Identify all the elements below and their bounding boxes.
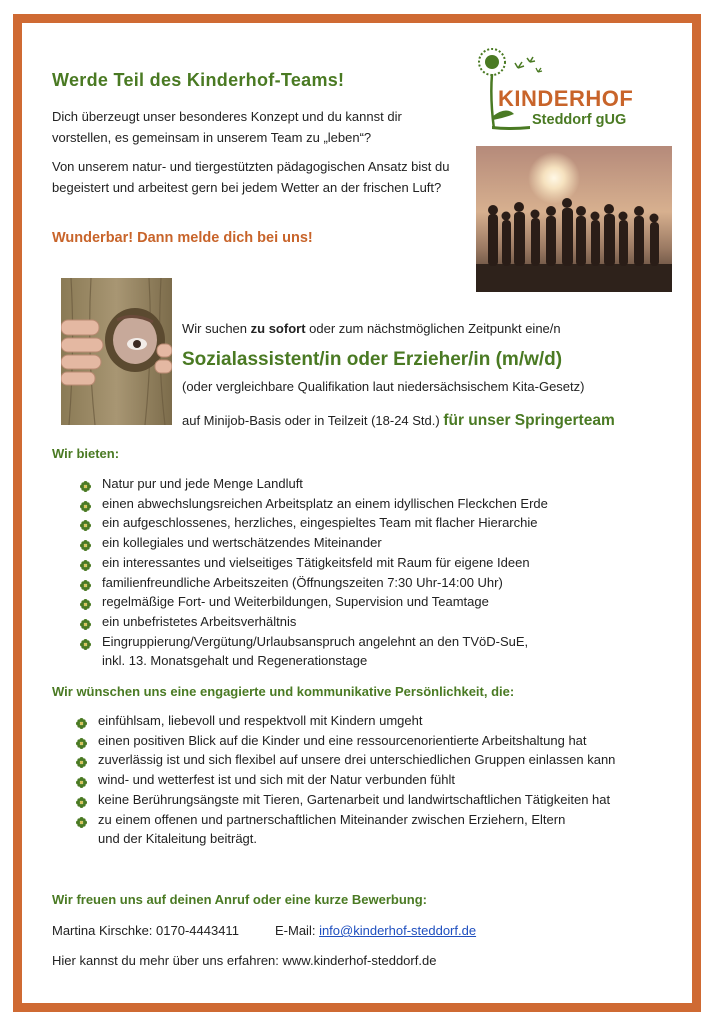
flower-bullet-icon: [80, 537, 91, 548]
list-item: einen abwechslungsreichen Arbeitsplatz an einem idyllischen Fleckchen Erde: [80, 494, 670, 514]
list-item: ein unbefristetes Arbeitsverhältnis: [80, 612, 670, 632]
job-title: Sozialassistent/in oder Erzieher/in (m/w/d): [182, 349, 563, 370]
email-link[interactable]: info@kinderhof-steddorf.de: [319, 923, 477, 938]
springer-team-text: für unser Springerteam: [443, 412, 615, 429]
children-sunset-photo: [476, 146, 672, 292]
list-item: ein aufgeschlossenes, herzliches, eingespieltes Team mit flacher Hierarchie: [80, 513, 670, 533]
list-item: einfühlsam, liebevoll und respektvoll mit Kindern umgeht: [76, 711, 676, 731]
logo-name: KINDERHOF: [498, 86, 634, 111]
list-item: einen positiven Blick auf die Kinder und eine ressourcenorientierte Arbeitshaltung hat: [76, 731, 676, 751]
list-item: wind- und wetterfest ist und sich mit der Natur verbunden fühlt: [76, 770, 676, 790]
list-item-continuation: inkl. 13. Monatsgehalt und Regenerationstage: [102, 653, 368, 669]
contact-heading: Wir freuen uns auf deinen Anruf oder eine kurze Bewerbung:: [52, 892, 428, 907]
list-item: Natur pur und jede Menge Landluft: [80, 474, 670, 494]
list-item-continuation: und der Kitaleitung beiträgt.: [98, 831, 257, 847]
email-label: E-Mail:: [275, 923, 320, 938]
call-out-text: Wunderbar! Dann melde dich bei uns!: [52, 230, 313, 246]
flower-bullet-icon: [80, 478, 91, 489]
intro-paragraph-2: Von unserem natur- und tiergestützten pädagogischen Ansatz bist du begeistert und arbeitest gern bei jedem Wetter an der frischen Luft?: [52, 159, 450, 195]
flower-bullet-icon: [80, 577, 91, 588]
list-item: keine Berührungsängste mit Tieren, Gartenarbeit und landwirtschaftlichen Tätigkeiten hat: [76, 790, 676, 810]
list-item: ein interessantes und vielseitiges Tätigkeitsfeld mit Raum für eigene Ideen: [80, 553, 670, 573]
list-item: ein kollegiales und wertschätzendes Miteinander: [80, 533, 670, 553]
offer-list: [80, 474, 670, 671]
page-title: Werde Teil des Kinderhof-Teams!: [52, 70, 345, 90]
flower-bullet-icon: [80, 498, 91, 509]
qualification-note: (oder vergleichbare Qualifikation laut niedersächsischem Kita-Gesetz): [182, 379, 585, 394]
basis-text: auf Minijob-Basis oder in Teilzeit (18-24 Std.): [182, 413, 444, 428]
search-post-text: oder zum nächstmöglichen Zeitpunkt eine/n: [305, 321, 561, 336]
list-item: zuverlässig ist und sich flexibel auf unsere drei unterschiedlichen Gruppen einlassen kann: [76, 750, 676, 770]
flower-bullet-icon: [80, 557, 91, 568]
website-line: Hier kannst du mehr über uns erfahren: www.kinderhof-steddorf.de: [52, 953, 437, 968]
list-item: regelmäßige Fort- und Weiterbildungen, Supervision und Teamtage: [80, 592, 670, 612]
kinderhof-logo: [470, 44, 670, 136]
offer-heading: Wir bieten:: [52, 446, 120, 461]
flower-bullet-icon: [76, 754, 87, 765]
flower-bullet-icon: [80, 596, 91, 607]
contact-phone: Martina Kirschke: 0170-4443411: [52, 923, 239, 938]
job-basis: [182, 410, 615, 431]
list-item: Eingruppierung/Vergütung/Urlaubsanspruch angelehnt an den TVöD-SuE,: [80, 632, 670, 652]
flower-bullet-icon: [76, 715, 87, 726]
list-item: familienfreundliche Arbeitszeiten (Öffnungszeiten 7:30 Uhr-14:00 Uhr): [80, 573, 670, 593]
list-item: zu einem offenen und partnerschaftlichen Miteinander zwischen Erziehern, Eltern: [76, 810, 676, 830]
intro-paragraph-1: Dich überzeugt unser besonderes Konzept und du kannst dir vorstellen, es gemeinsam in unserem Team zu „leben“?: [52, 109, 402, 145]
flower-bullet-icon: [76, 794, 87, 805]
job-search-intro: [182, 318, 561, 339]
flower-bullet-icon: [80, 517, 91, 528]
search-bold-text: zu sofort: [250, 321, 306, 336]
wish-list: [76, 711, 676, 849]
wish-heading: Wir wünschen uns eine engagierte und kommunikative Persönlichkeit, die:: [52, 684, 515, 699]
logo-subtitle: Steddorf gUG: [532, 112, 627, 128]
child-peeking-tree-photo: [61, 278, 172, 425]
flower-bullet-icon: [80, 636, 91, 647]
search-pre-text: Wir suchen: [182, 321, 251, 336]
flower-bullet-icon: [76, 814, 87, 825]
flower-bullet-icon: [76, 735, 87, 746]
flower-bullet-icon: [76, 774, 87, 785]
flower-bullet-icon: [80, 616, 91, 627]
contact-email-line: [275, 920, 476, 941]
